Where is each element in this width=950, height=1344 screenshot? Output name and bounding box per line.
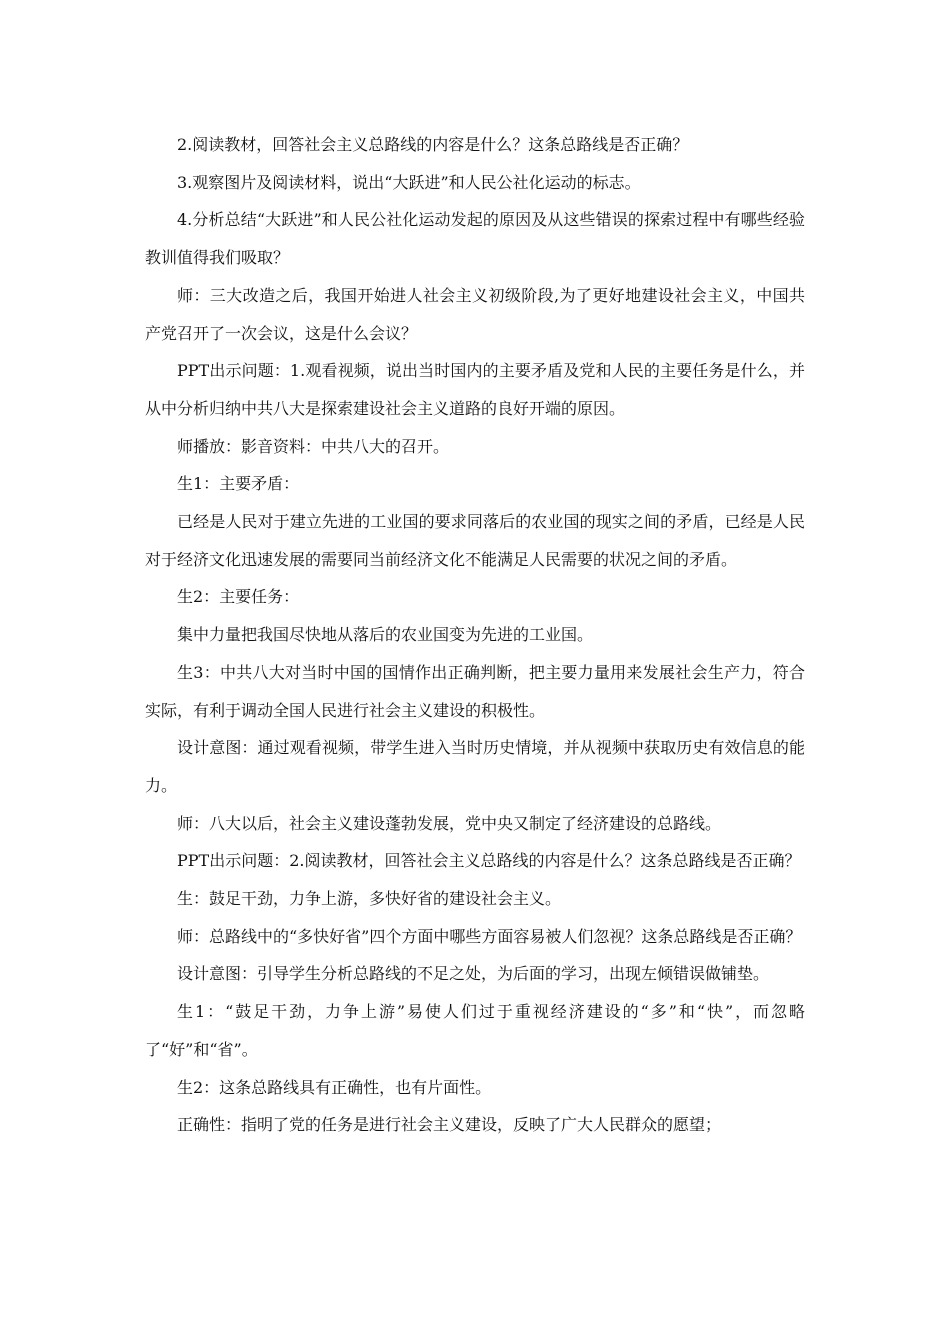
paragraph: 4.分析总结“大跃进”和人民公社化运动发起的原因及从这些错误的探索过程中有哪些经验教训值得我们吸取？: [145, 210, 805, 268]
paragraph: 已经是人民对于建立先进的工业国的要求同落后的农业国的现实之间的矛盾，已经是人民对于经济文化迅速发展的需要同当前经济文化不能满足人民需要的状况之间的矛盾。: [145, 512, 805, 569]
paragraph: 生：鼓足干劲，力争上游，多快好省的建设社会主义。: [177, 889, 562, 909]
paragraph: 生3：中共八大对当时中国的国情作出正确判断，把主要力量用来发展社会生产力，符合实际，有利于调动全国人民进行社会主义建设的积极性。: [145, 662, 805, 720]
paragraph: 生2：主要任务：: [177, 587, 300, 607]
paragraph: 集中力量把我国尽快地从落后的农业国变为先进的工业国。: [177, 625, 594, 645]
paragraph: 设计意图：引导学生分析总路线的不足之处，为后面的学习，出现左倾错误做铺垫。: [177, 964, 770, 984]
paragraph: 师播放：影音资料：中共八大的召开。: [177, 436, 450, 456]
paragraph: 生1：主要矛盾：: [177, 474, 300, 494]
paragraph: PPT出示问题：2.阅读教材，回答社会主义总路线的内容是什么？这条总路线是否正确？: [177, 851, 801, 871]
paragraph: 生1：“鼓足干劲，力争上游”易使人们过于重视经济建设的“多”和“快”，而忽略了“好”和“省”。: [145, 1002, 805, 1059]
paragraph: 师：八大以后，社会主义建设蓬勃发展，党中央又制定了经济建设的总路线。: [177, 813, 722, 833]
paragraph: 正确性：指明了党的任务是进行社会主义建设，反映了广大人民群众的愿望；: [177, 1115, 722, 1135]
paragraph: 设计意图：通过观看视频，带学生进入当时历史情境，并从视频中获取历史有效信息的能力。: [145, 738, 805, 795]
paragraph: 师：三大改造之后，我国开始进人社会主义初级阶段,为了更好地建设社会主义，中国共产党召开了一次会议，这是什么会议？: [145, 285, 805, 343]
paragraph: 2.阅读教材，回答社会主义总路线的内容是什么？这条总路线是否正确？: [177, 135, 689, 154]
document-body: [145, 126, 805, 1144]
paragraph: 3.观察图片及阅读材料，说出“大跃进”和人民公社化运动的标志。: [177, 172, 641, 192]
paragraph: PPT出示问题：1.观看视频，说出当时国内的主要矛盾及党和人民的主要任务是什么，并从中分析归纳中共八大是探索建设社会主义道路的良好开端的原因。: [145, 361, 805, 418]
paragraph: 生2：这条总路线具有正确性，也有片面性。: [177, 1077, 492, 1097]
paragraph: 师：总路线中的“多快好省”四个方面中哪些方面容易被人们忽视？这条总路线是否正确？: [177, 926, 802, 946]
